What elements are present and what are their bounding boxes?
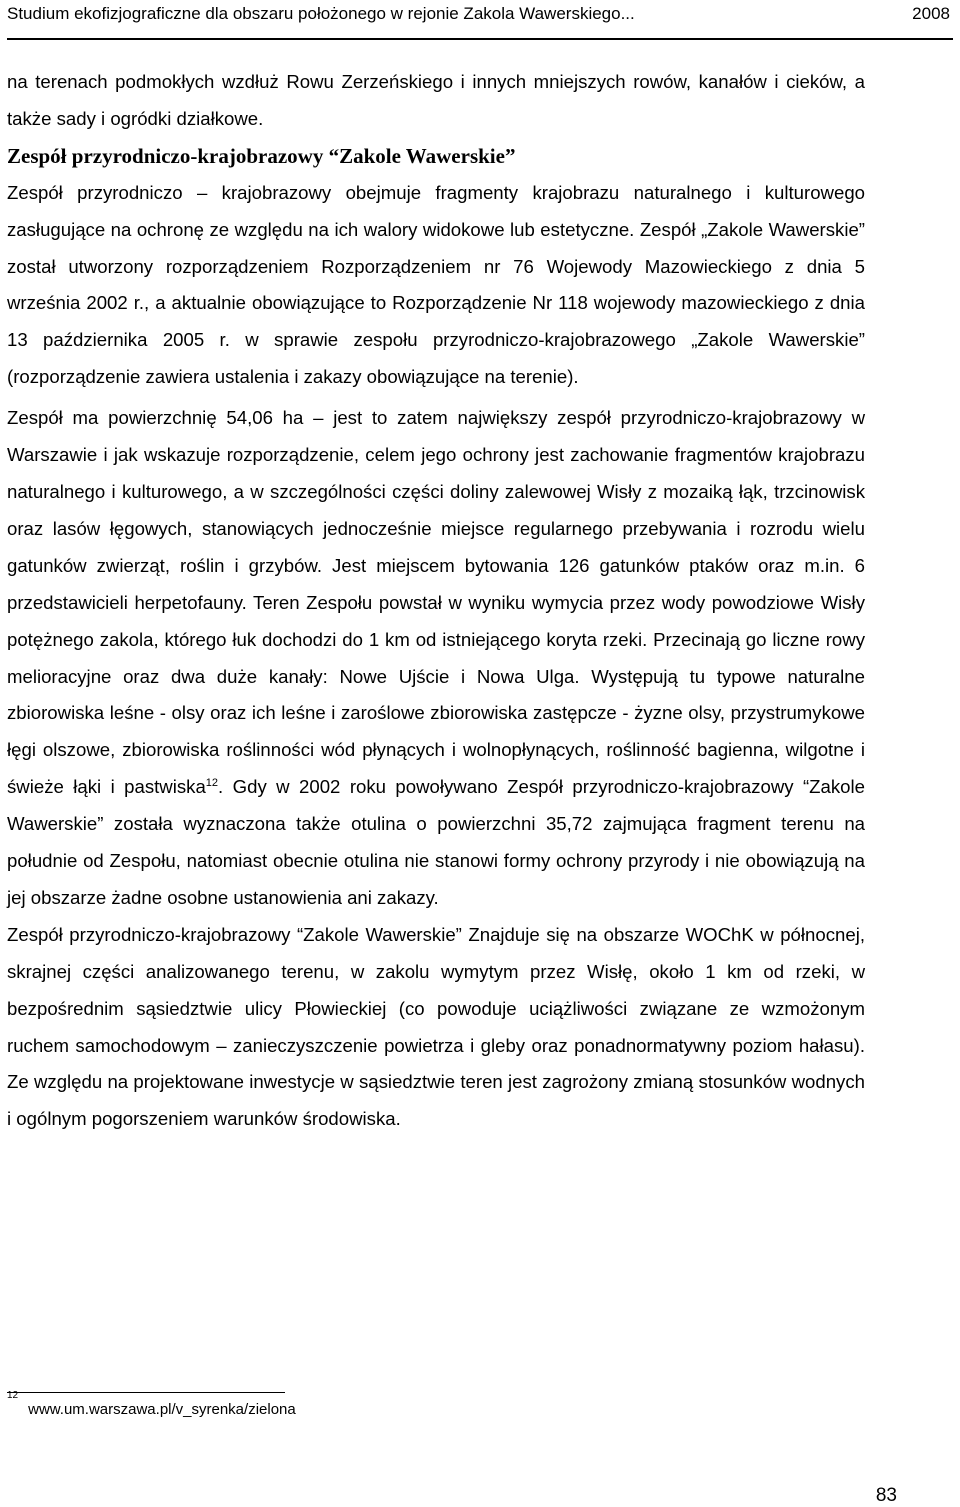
intro-continuation: na terenach podmokłych wzdłuż Rowu Zerzeńskiego i innych mniejszych rowów, kanałów i cieków, a także sady i ogródki działkowe. (7, 71, 865, 129)
paragraph-2 (7, 400, 865, 917)
header-year: 2008 (912, 4, 950, 23)
main-text (7, 64, 865, 1138)
header-title: Studium ekofizjograficzne dla obszaru położonego w rejonie Zakola Wawerskiego... (7, 4, 635, 23)
section-heading: Zespół przyrodniczo-krajobrazowy “Zakole Wawerskie” (7, 143, 516, 168)
paragraph-2-continuation: . Gdy w 2002 roku powoływano Zespół przyrodniczo-krajobrazowy “Zakole Wawerskie” została wyznaczona także otulina o powierzchni 35,72 zajmująca fragment terenu na południe od Zespołu, natomiast obecnie otulina nie stanowi formy ochrony przyrody i nie obowiązują na jej obszarze żadne osobne ustanowienia ani zakazy. (7, 776, 865, 908)
footnote (7, 1390, 296, 1420)
running-header (7, 0, 953, 40)
footnote-link[interactable]: www.um.warszawa.pl/v_syrenka/zielona (28, 1401, 296, 1418)
paragraph-2-text: Zespół ma powierzchnię 54,06 ha – jest to zatem największy zespół przyrodniczo-krajobrazowy w Warszawie i jak wskazuje rozporządzenie, celem jego ochrony jest zachowanie fragmentów krajobrazu naturalnego i kulturowego, a w szczególności części doliny zalewowej Wisły z mozaiką łąk, trzcinowisk oraz lasów łęgowych, stanowiących jednocześnie miejsce regularnego przebywania i rozrodu wielu gatunków zwierząt, roślin i grzybów. Jest miejscem bytowania 126 gatunków ptaków oraz m.in. 6 przedstawicieli herpetofauny. Teren Zespołu powstał w wyniku wymycia przez wody powodziowe Wisły potężnego zakola, którego łuk dochodzi do 1 km od istniejącego koryta rzeki. Przecinają go liczne rowy melioracyjne oraz dwa duże kanały: Nowe Ujście i Nowa Ulga. Występują tu typowe naturalne zbiorowiska leśne - olsy oraz ich leśne i zaroślowe zbiorowiska zastępcze - żyzne olsy, przystrumykowe łęgi olszowe, zbiorowiska roślinności wód płynących i wolnopłynących, roślinność bagienna, wilgotne i świeże łąki i pastwiska (7, 407, 865, 798)
page-number: 83 (875, 1485, 897, 1506)
paragraph-1: Zespół przyrodniczo – krajobrazowy obejmuje fragmenty krajobrazu naturalnego i kulturowego zasługujące na ochronę ze względu na ich walory widokowe lub estetyczne. Zespół „Zakole Wawerskie” został utworzony rozporządzeniem Rozporządzeniem nr 76 Wojewody Mazowieckiego z dnia 5 września 2002 r., a aktualnie obowiązujące to Rozporządzenie Nr 118 wojewody mazowieckiego z dnia 13 października 2005 r. w sprawie zespołu przyrodniczo-krajobrazowego „Zakole Wawerskie” (rozporządzenie zawiera ustalenia i zakazy obowiązujące na terenie). (7, 181, 865, 388)
footnote-reference[interactable]: 12 (205, 777, 219, 790)
paragraph-3: Zespół przyrodniczo-krajobrazowy “Zakole Wawerskie” Znajduje się na obszarze WOChK w północnej, skrajnej części analizowanego terenu, w zakolu wymytym przez Wisłę, około 1 km od rzeki, w bezpośrednim sąsiedztwie ulicy Płowieckiej (co powoduje uciążliwości związane ze wzmożonym ruchem samochodowym – zanieczyszczenie powietrza i gleby oraz ponadnormatywny poziom hałasu). Ze względu na projektowane inwestycje w sąsiedztwie teren jest zagrożony zmianą stosunków wodnych i ogólnym pogorszeniem warunków środowiska. (7, 923, 865, 1130)
footnote-separator (7, 1392, 285, 1393)
footnote-number: 12 (7, 1390, 19, 1401)
